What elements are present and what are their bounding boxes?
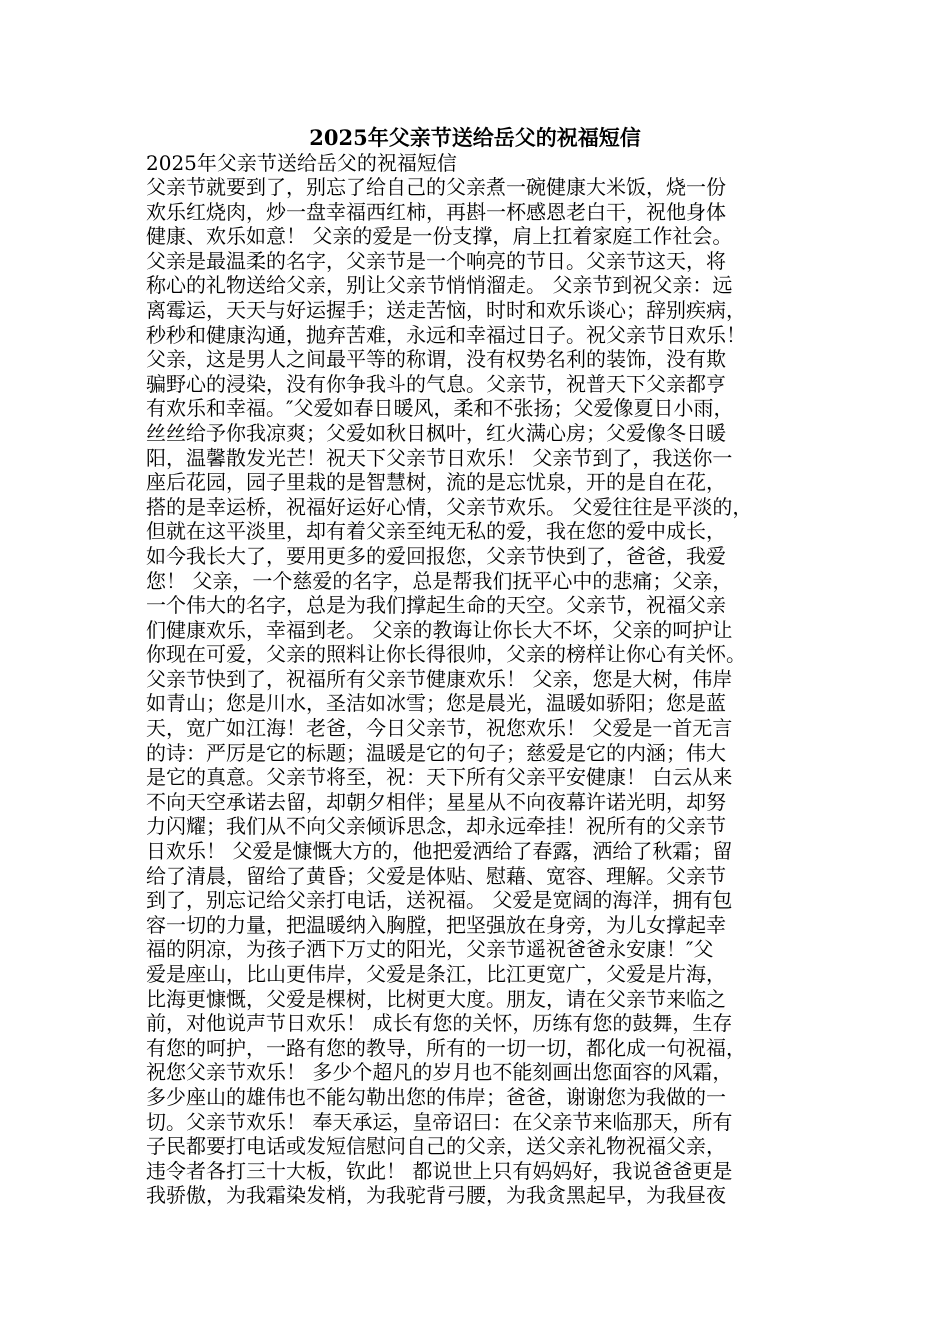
body-line: 有欢乐和幸福。″父爱如春日暖风，柔和不张扬；父爱像夏日小雨，	[146, 396, 734, 421]
body-line: 天，宽广如江海！老爸，今日父亲节，祝您欢乐！ 父爱是一首无言	[146, 716, 733, 741]
document-body	[146, 175, 806, 1208]
body-line: 们健康欢乐，幸福到老。 父亲的教诲让你长大不坏，父亲的呵护让	[146, 617, 733, 642]
body-line: 多少座山的雄伟也不能勾勒出您的伟岸；爸爸，谢谢您为我做的一	[146, 1084, 726, 1109]
body-line: 子民都要打电话或发短信慰问自己的父亲，送父亲礼物祝福父亲，	[146, 1134, 726, 1159]
body-line: 健康、欢乐如意！ 父亲的爱是一份支撑，肩上扛着家庭工作社会。	[146, 224, 733, 249]
body-line: 如青山；您是川水，圣洁如冰雪；您是晨光，温暖如骄阳；您是蓝	[146, 691, 726, 716]
body-line: 力闪耀；我们从不向父亲倾诉思念，却永远牵挂！祝所有的父亲节	[146, 814, 726, 839]
body-line: 是它的真意。父亲节将至，祝：天下所有父亲平安健康！ 白云从来	[146, 765, 733, 790]
body-line: 如今我长大了，要用更多的爱回报您，父亲节快到了，爸爸，我爱	[146, 543, 726, 568]
body-line: 座后花园，园子里栽的是智慧树，流的是忘忧泉，开的是自在花，	[146, 470, 726, 495]
body-line: 的诗：严厉是它的标题；温暖是它的句子；慈爱是它的内涵；伟大	[146, 740, 726, 765]
body-line: 违令者各打三十大板，钦此！ 都说世上只有妈妈好，我说爸爸更是	[146, 1158, 733, 1183]
body-line: 你现在可爱，父亲的照料让你长得很帅，父亲的榜样让你心有关怀。	[146, 642, 746, 667]
body-line: 父亲节就要到了，别忘了给自己的父亲煮一碗健康大米饭，烧一份	[146, 175, 726, 199]
document-subtitle: 2025年父亲节送给岳父的祝福短信	[146, 151, 457, 175]
body-line: 父亲，这是男人之间最平等的称谓，没有权势名利的装饰，没有欺	[146, 347, 726, 372]
body-line: 爱是座山，比山更伟岸，父爱是条江，比江更宽广，父爱是片海，	[146, 962, 726, 986]
body-line: 一个伟大的名字，总是为我们撑起生命的天空。父亲节，祝福父亲	[146, 593, 726, 618]
body-line: 有您的呵护，一路有您的教导，所有的一切一切，都化成一句祝福，	[146, 1035, 746, 1060]
body-line: 福的阴凉，为孩子洒下万丈的阳光，父亲节遥祝爸爸永安康！″父	[146, 937, 714, 962]
body-line: 容一切的力量，把温暖纳入胸膛，把坚强放在身旁，为儿女撑起幸	[146, 912, 726, 937]
body-line: 不向天空承诺去留，却朝夕相伴；星星从不向夜幕许诺光明，却努	[146, 789, 726, 814]
body-line: 丝丝给予你我凉爽；父爱如秋日枫叶，红火满心房；父爱像冬日暖	[146, 420, 726, 445]
body-line: 前，对他说声节日欢乐！ 成长有您的关怀，历练有您的鼓舞，生存	[146, 1011, 733, 1036]
body-line: 日欢乐！ 父爱是慷慨大方的，他把爱洒给了春露，洒给了秋霜；留	[146, 839, 733, 864]
body-line: 切。父亲节欢乐！ 奉天承运，皇帝诏曰：在父亲节来临那天，所有	[146, 1109, 733, 1134]
body-line: 搭的是幸运桥，祝福好运好心情，父亲节欢乐。 父爱往往是平淡的，	[146, 494, 753, 519]
body-line: 父亲节快到了，祝福所有父亲节健康欢乐！ 父亲，您是大树，伟岸	[146, 666, 733, 691]
body-line: 给了清晨，留给了黄昏；父爱是体贴、慰藉、宽容、理解。父亲节	[146, 863, 726, 888]
body-line: 祝您父亲节欢乐！ 多少个超凡的岁月也不能刻画出您面容的风霜，	[146, 1060, 733, 1085]
body-line: 骗野心的浸染，没有你争我斗的气息。父亲节，祝普天下父亲都亨	[146, 371, 726, 396]
body-line: 称心的礼物送给父亲，别让父亲节悄悄溜走。 父亲节到祝父亲：远	[146, 273, 733, 298]
document-title: 2025年父亲节送给岳父的祝福短信	[309, 125, 641, 150]
body-line: 比海更慷慨，父爱是棵树，比树更大度。朋友，请在父亲节来临之	[146, 986, 726, 1011]
body-line: 您！ 父亲，一个慈爱的名字，总是帮我们抚平心中的悲痛；父亲，	[146, 568, 733, 593]
body-line: 父亲是最温柔的名字，父亲节是一个响亮的节日。父亲节这天，将	[146, 248, 726, 273]
body-line: 但就在这平淡里，却有着父亲至纯无私的爱，我在您的爱中成长，	[146, 519, 726, 544]
body-line: 阳，温馨散发光芒！祝天下父亲节日欢乐！ 父亲节到了，我送你一	[146, 445, 733, 470]
body-line: 欢乐红烧肉，炒一盘幸福西红柿，再斟一杯感恩老白干，祝他身体	[146, 199, 726, 224]
body-line: 到了，别忘记给父亲打电话，送祝福。 父爱是宽阔的海洋，拥有包	[146, 888, 733, 913]
body-line: 离霉运，天天与好运握手；送走苦恼，时时和欢乐谈心；辞别疾病，	[146, 297, 746, 322]
body-line: 我骄傲，为我霜染发梢，为我驼背弓腰，为我贪黑起早，为我昼夜	[146, 1183, 726, 1208]
body-line: 秒秒和健康沟通，抛弃苦难，永远和幸福过日子。祝父亲节日欢乐！	[146, 322, 746, 347]
